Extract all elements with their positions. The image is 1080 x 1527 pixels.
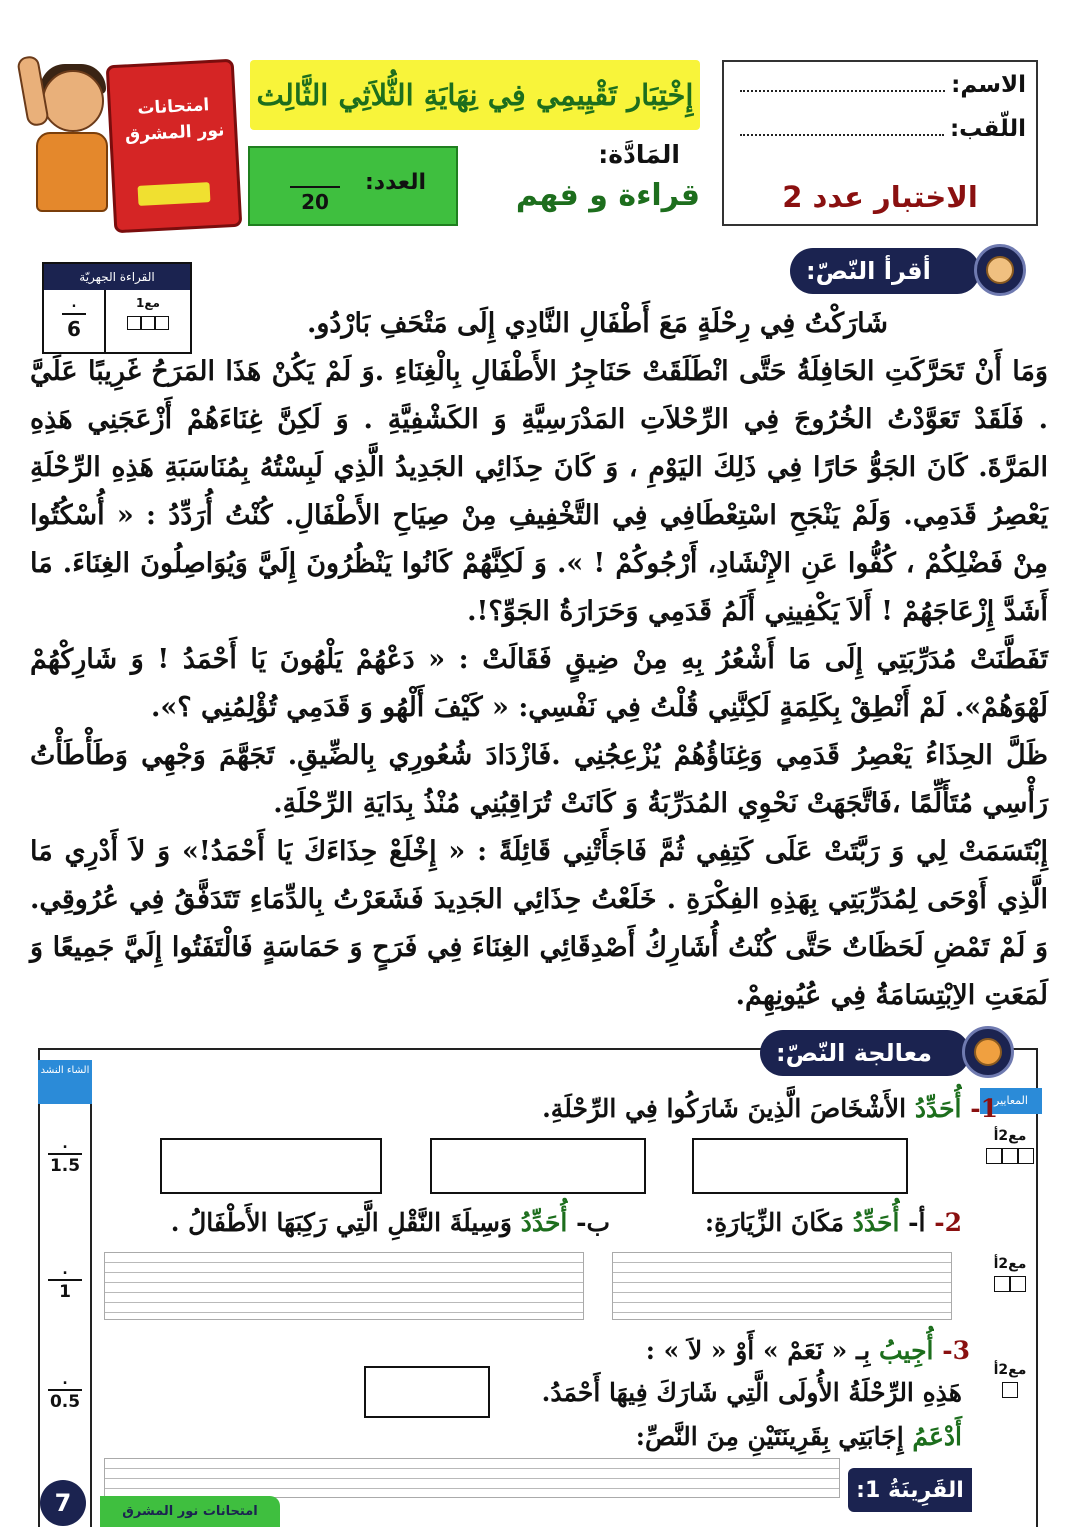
question-2a: [705, 1208, 962, 1237]
question-1-criterion-label: مع2أ: [993, 1128, 1027, 1144]
question-2b-text: وَسِيلَةَ النَّقْلِ الَّتِي رَكِبَهَا الأَطْفَالُ .: [170, 1208, 512, 1237]
question-3: [646, 1336, 970, 1365]
question-1-score-value: 1.5: [49, 1156, 81, 1176]
question-2b-prefix: ب-: [576, 1208, 610, 1237]
exam-title: إِخْتِبَار تَقْيِيمِي فِي نِهَايَةِ الثُّلاَثِي الثَّالِث: [256, 78, 694, 112]
surname-field[interactable]: [740, 114, 944, 136]
question-2-score: . 1: [38, 1262, 92, 1302]
passage-paragraph-5: إِبْتَسَمَتْ لِي وَ رَبَّتَتْ عَلَى كَتِفِي ثُمَّ فَاجَأَتْنِي قَائِلَةً : « إِخْلَعْ حِذَاءَكَ يَا أَحْمَدُ!» وَ لاَ أَدْرِي مَا الَّذِي أَوْحَى لِمُدَرِّبَتِي بِهَذِهِ الفِكْرَةِ . خَلَعْتُ حِذَائِي الجَدِيدَ فَشَعَرْتُ بِالدِّمَاءِ تَتَدَفَّقُ فِي عُرُوقِي. وَ لَمْ تَمْضِ لَحَظَاتٌ حَتَّى كُنْتُ أُشَارِكُ أَصْدِقَائِي الغِنَاءَ فِي فَرَحٍ وَ حَمَاسَةٍ فَالْتَفَتُوا إِلَيَّ جَمِيعًا وَ لَمَعَتِ الاِبْتِسَامَةُ فِي عُيُونِهِمْ.: [30, 836, 1048, 1011]
question-1: [542, 1094, 998, 1123]
subject-value: قراءة و فهم: [515, 178, 700, 213]
question-3-support-verb: أَدْعَمُ: [912, 1422, 962, 1451]
question-3-criterion: [982, 1362, 1038, 1398]
boy-body-shape: [36, 132, 108, 212]
logo-text-line2: نور المشرق: [124, 120, 225, 146]
proof-1-label: القَرِينَةُ 1:: [848, 1468, 972, 1512]
answer-box-1[interactable]: [692, 1138, 908, 1194]
scores-column-header: الشاء النشد: [38, 1060, 92, 1104]
logo-text: [115, 91, 234, 149]
question-3-score: . 0.5: [38, 1372, 92, 1412]
processing-badge: [760, 1030, 970, 1076]
answer-lines-proof-1[interactable]: [104, 1458, 840, 1498]
criteria-header: المعايير: [980, 1088, 1042, 1114]
question-3-statement: هَذِهِ الرِّحْلَةُ الأُولَى الَّتِي شَارَكَ فِيهَا أَحْمَدُ.: [541, 1378, 962, 1407]
question-3-score-value: 0.5: [49, 1392, 81, 1412]
question-1-number: 1-: [970, 1094, 998, 1123]
name-row: [734, 70, 1026, 114]
question-2a-verb: أُحَدِّدُ: [852, 1208, 900, 1237]
answer-box-3[interactable]: [160, 1138, 382, 1194]
question-1-score: . 1.5: [38, 1136, 92, 1176]
page-number: 7: [40, 1480, 86, 1526]
student-identity-box: [722, 60, 1038, 226]
question-3-criterion-label: مع2أ: [993, 1362, 1027, 1378]
name-field[interactable]: [740, 70, 945, 92]
question-2a-prefix: أ-: [908, 1208, 926, 1237]
score-label: العدد:: [364, 170, 426, 195]
question-2-number: 2-: [934, 1208, 962, 1237]
question-2-criterion-label: مع2أ: [993, 1256, 1027, 1272]
reading-passage: [30, 300, 1048, 1020]
question-3-support-text: إِجَابَتِي بِقَرِينَتَيْنِ مِنَ النَّصِّ:: [635, 1422, 904, 1451]
question-1-verb: أُحَدِّدُ: [914, 1094, 962, 1123]
question-2b: [171, 1208, 610, 1237]
name-label: الاسم:: [951, 72, 1026, 98]
read-text-label: أقرأ النّصّ:: [806, 257, 931, 285]
question-3-text: بِـ « نَعَمْ » أَوْ « لاَ » :: [645, 1336, 871, 1365]
answer-box-2[interactable]: [430, 1138, 646, 1194]
logo-yellow-strip: [138, 182, 211, 206]
processing-label: معالجة النّصّ:: [776, 1039, 933, 1067]
brand-logo: [18, 50, 240, 232]
reading-boy-icon: [974, 244, 1026, 296]
footer-brand: امتحانات نور المشرق: [100, 1496, 280, 1527]
subject-label: المَادَّة:: [598, 140, 680, 169]
surname-row: [734, 114, 1026, 158]
question-2-criterion: [982, 1256, 1038, 1292]
reading-aloud-title: القراءة الجهريّة: [44, 264, 190, 290]
question-3-support: [636, 1422, 962, 1451]
question-2a-text: مَكَانَ الزِّيَارَةِ:: [704, 1208, 845, 1237]
surname-label: اللّقب:: [949, 116, 1026, 142]
score-total: 20: [301, 190, 329, 214]
reading-aloud-criterion-label: مع1: [136, 296, 160, 310]
title-banner: [250, 60, 700, 130]
passage-paragraph-1: شَارَكْتُ فِي رِحْلَةٍ مَعَ أَطْفَالِ النَّادِي إِلَى مَتْحَفِ بَارْدُو.: [306, 308, 888, 339]
question-2-score-value: 1: [59, 1282, 71, 1302]
boy-face-icon: [42, 70, 104, 132]
logo-text-line1: امتحانات: [136, 95, 210, 119]
question-1-text: الأَشْخَاصَ الَّذِينَ شَارَكُوا فِي الرِّحْلَةِ.: [542, 1094, 907, 1123]
question-3-number: 3-: [942, 1336, 970, 1365]
question-1-criterion: [982, 1128, 1038, 1164]
score-box: [248, 146, 458, 226]
passage-paragraph-2: وَمَا أَنْ تَحَرَّكَتِ الحَافِلَةُ حَتَّى انْطَلَقَتْ حَنَاجِرُ الأَطْفَالِ بِالْغِنَاءِ .وَ لَمْ يَكُنْ هَذَا المَرَحُ غَرِيبًا عَلَيَّ . فَلَقَدْ تَعَوَّدْتُ الخُرُوجَ فِي الرِّحْلاَتِ المَدْرَسِيَّةِ وَ الكَشْفِيَّةِ . وَ لَكِنَّ غِنَاءَهُمْ أَزْعَجَنِي هَذِهِ المَرَّةَ. كَانَ الجَوُّ حَارًا فِي ذَلِكَ اليَوْمِ ، وَ كَانَ حِذَائِي الجَدِيدُ الَّذِي لَبِسْتُهُ بِمُنَاسَبَةِ هَذِهِ الرِّحْلَةِ يَعْصِرُ قَدَمِي. وَلَمْ يَنْجَحِ اسْتِعْطَافِي فِي التَّخْفِيفِ مِنْ صِيَاحِ الأَطْفَالِ. كُنْتُ أُرَدِّدُ : « أُسْكُتُوا مِنْ فَضْلِكُمْ ، كُفُّوا عَنِ الإِنْشَادِ، أَرْجُوكُمْ ! ». وَ لَكِنَّهُمْ كَانُوا يَنْظُرُونَ إِلَيَّ وَيُوَاصِلُونَ الغِنَاءَ. مَا أَشَدَّ إِزْعَاجَهُمْ ! أَلاَ يَكْفِينِي أَلَمُ قَدَمِي وَحَرَارَةُ الجَوِّ؟!.: [30, 356, 1048, 627]
answer-lines-2b[interactable]: [104, 1252, 584, 1320]
question-2b-verb: أُحَدِّدُ: [520, 1208, 568, 1237]
read-text-badge: [790, 248, 980, 294]
reading-aloud-total: 6: [67, 317, 81, 341]
passage-paragraph-4: ظَلَّ الحِذَاءُ يَعْصِرُ قَدَمِي وَغِنَاؤُهُمْ يُزْعِجُنِي .فَازْدَادَ شُعُورِي بِالضِّيقِ. تَجَهَّمَ وَجْهِي وَطَأْطَأْتُ رَأْسِي مُتَأَلِّمًا ،فَاتَّجَهَتْ نَحْوِي المُدَرِّبَةُ وَ كَانَتْ تُرَاقِبُنِي مُنْذُ بِدَايَةِ الرِّحْلَةِ.: [30, 740, 1048, 819]
question-3-verb: أُجِيبُ: [878, 1336, 934, 1365]
score-fraction: [290, 160, 340, 214]
passage-paragraph-3: تَفَطَّنَتْ مُدَرِّبَتِي إِلَى مَا أَشْعُرُ بِهِ مِنْ ضِيقٍ فَقَالَتْ : « دَعْهُمْ يَلْهُونَ يَا أَحْمَدُ ! وَ شَارِكْهُمْ لَهْوَهُمْ». لَمْ أَنْطِقْ بِكَلِمَةٍ لَكِنَّنِي قُلْتُ فِي نَفْسِي: « كَيْفَ أَلْهُو وَ قَدَمِي تُؤْلِمُنِي ؟».: [30, 644, 1048, 723]
lightbulb-head-icon: [962, 1026, 1014, 1078]
test-number: الاختبار عدد 2: [782, 180, 978, 214]
answer-lines-2a[interactable]: [612, 1252, 952, 1320]
reading-aloud-score: . 6: [44, 290, 106, 352]
yes-no-answer-box[interactable]: [364, 1366, 490, 1418]
